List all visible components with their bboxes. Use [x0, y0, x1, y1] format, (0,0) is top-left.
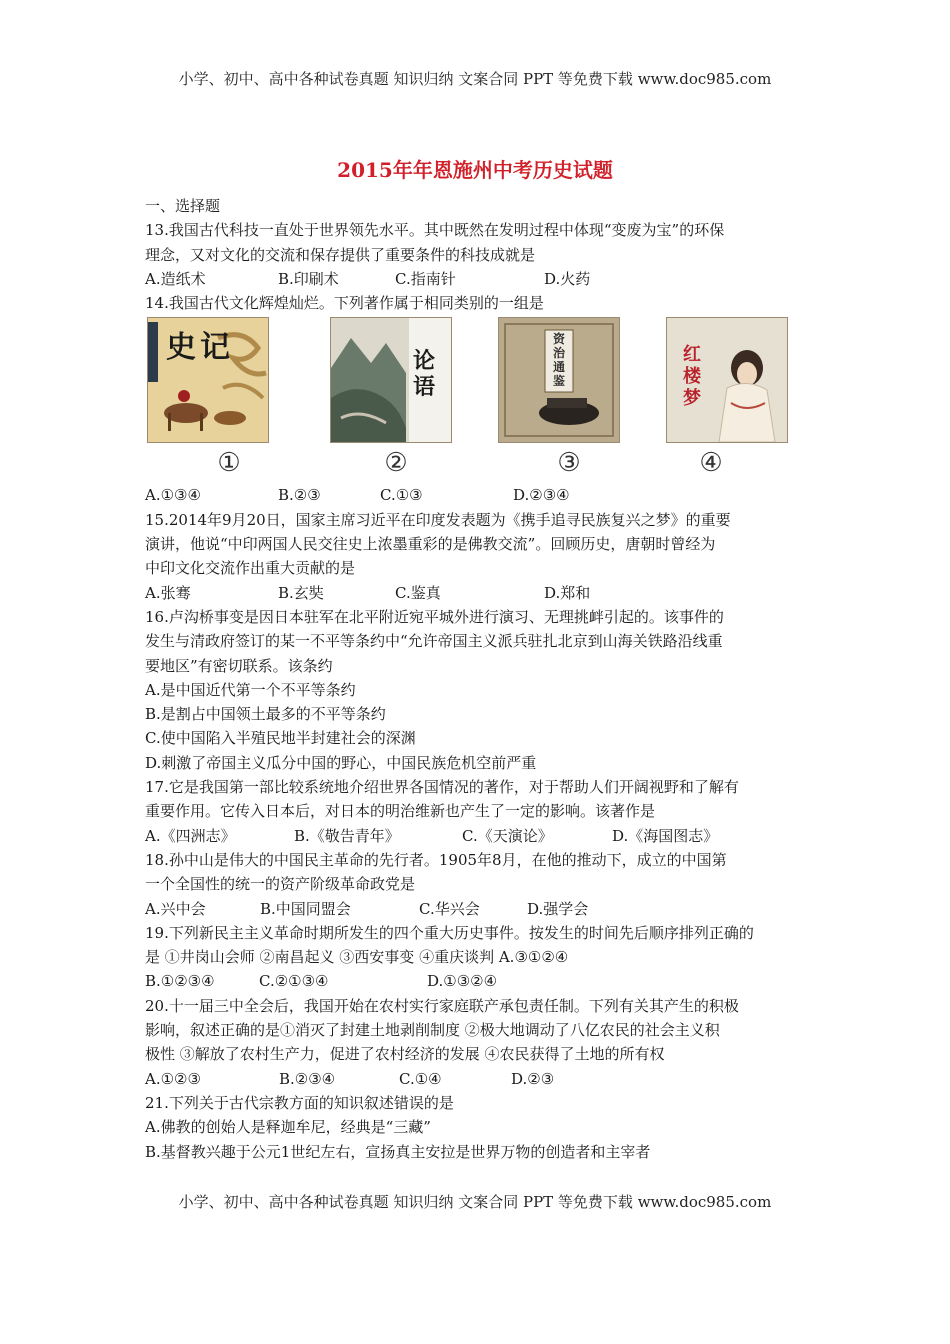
book-2-title: 论语 [413, 348, 436, 401]
q17-options [145, 824, 825, 848]
q15-line-1: 15.2014年9月20日，国家主席习近平在印度发表题为《携手追寻民族复兴之梦》的重要 [145, 510, 731, 529]
q18-option-d: D.强学会 [527, 899, 589, 918]
q14-option-a: A.①③④ [145, 486, 201, 505]
book-cover-1 [147, 317, 269, 443]
q20-options [145, 1067, 825, 1091]
q20-line-1: 20.十一届三中全会后，我国开始在农村实行家庭联产承包责任制。下列有关其产生的积极 [145, 996, 739, 1015]
book-number-1: ① [217, 448, 241, 479]
q14-option-b: B.②③ [278, 486, 321, 505]
q20-option-c: C.①④ [399, 1069, 442, 1088]
q19-option-b: B.①②③④ [145, 972, 215, 991]
q16-option-b: B.是割占中国领土最多的不平等条约 [145, 705, 386, 724]
q17-line-1: 17.它是我国第一部比较系统地介绍世界各国情况的著作，对于帮助人们开阔视野和了解有 [145, 778, 739, 797]
book-cover-2 [330, 317, 452, 443]
q17-option-a: A.《四洲志》 [145, 826, 236, 845]
q17-option-d: D.《海国图志》 [612, 826, 719, 845]
q13-option-d: D.火药 [544, 269, 591, 288]
q19-option-c: C.②①③④ [259, 972, 329, 991]
q13-line-1: 13.我国古代科技一直处于世界领先水平。其中既然在发明过程中体现“变废为宝”的环保 [145, 221, 725, 240]
book-cover-4 [666, 317, 788, 443]
q20-line-2: 影响，叙述正确的是①消灭了封建土地剥削制度 ②极大地调动了八亿农民的社会主义积 [145, 1021, 720, 1040]
q20-option-d: D.②③ [511, 1069, 555, 1088]
book-number-3: ③ [557, 448, 581, 479]
q19-line-1: 19.下列新民主主义革命时期所发生的四个重大历史事件。按发生的时间先后顺序排列正确的 [145, 923, 754, 942]
q15-options [145, 581, 825, 605]
q21-option-b: B.基督教兴趣于公元1世纪左右，宣扬真主安拉是世界万物的创造者和主宰者 [145, 1142, 651, 1161]
q19-option-d: D.①③②④ [427, 972, 498, 991]
book-cover-3 [498, 317, 620, 443]
q14-line-1: 14.我国古代文化辉煌灿烂。下列著作属于相同类别的一组是 [145, 294, 544, 313]
q14-option-d: D.②③④ [513, 486, 570, 505]
q15-option-d: D.郑和 [544, 583, 591, 602]
q13-line-2: 理念，又对文化的交流和保存提供了重要条件的科技成就是 [145, 245, 536, 264]
book-4-title: 红楼梦 [683, 344, 701, 410]
q17-option-c: C.《天演论》 [462, 826, 553, 845]
book-1-title: 史记 [166, 330, 234, 366]
q16-line-3: 要地区”有密切联系。该条约 [145, 656, 333, 675]
q21-option-a: A.佛教的创始人是释迦牟尼，经典是“三藏” [145, 1118, 431, 1137]
q18-option-a: A.兴中会 [145, 899, 206, 918]
book-number-4: ④ [699, 448, 723, 479]
q15-option-a: A.张骞 [145, 583, 191, 602]
page-footer: 小学、初中、高中各种试卷真题 知识归纳 文案合同 PPT 等免费下载 www.doc985.com [178, 1193, 772, 1211]
q19-line-2: 是 ①井岗山会师 ②南昌起义 ③西安事变 ④重庆谈判 A.③①②④ [145, 948, 569, 967]
q21-line-1: 21.下列关于古代宗教方面的知识叙述错误的是 [145, 1093, 454, 1112]
q16-option-a: A.是中国近代第一个不平等条约 [145, 680, 356, 699]
q15-option-c: C.鉴真 [395, 583, 441, 602]
q17-option-b: B.《敬告青年》 [294, 826, 400, 845]
page-header: 小学、初中、高中各种试卷真题 知识归纳 文案合同 PPT 等免费下载 www.doc985.com [178, 70, 772, 88]
q15-line-3: 中印文化交流作出重大贡献的是 [145, 559, 356, 578]
q16-option-d: D.刺激了帝国主义瓜分中国的野心，中国民族危机空前严重 [145, 753, 537, 772]
q20-line-3: 极性 ③解放了农村生产力，促进了农村经济的发展 ④农民获得了土地的所有权 [145, 1045, 665, 1064]
q18-line-1: 18.孙中山是伟大的中国民主革命的先行者。1905年8月，在他的推动下，成立的中国第 [145, 850, 727, 869]
section-heading: 一、选择题 [145, 197, 221, 215]
q13-options [145, 267, 825, 291]
q16-line-2: 发生与清政府签订的某一不平等条约中“允许帝国主义派兵驻扎北京到山海关铁路沿线重 [145, 632, 723, 651]
q13-option-a: A.造纸术 [145, 269, 206, 288]
exam-title: 2015年年恩施州中考历史试题 [337, 158, 613, 182]
q16-line-1: 16.卢沟桥事变是因日本驻军在北平附近宛平城外进行演习、无理挑衅引起的。该事件的 [145, 607, 724, 626]
q13-option-b: B.印刷术 [278, 269, 339, 288]
exam-content [145, 194, 825, 1164]
q14-option-c: C.①③ [380, 486, 423, 505]
q18-options [145, 897, 825, 921]
book-3-title: 资治通鉴 [552, 332, 565, 389]
q14-book-images [145, 317, 825, 479]
q13-option-c: C.指南针 [395, 269, 456, 288]
q18-line-2: 一个全国性的统一的资产阶级革命政党是 [145, 875, 416, 894]
q18-option-c: C.华兴会 [419, 899, 480, 918]
q20-option-a: A.①②③ [145, 1069, 201, 1088]
q16-option-c: C.使中国陷入半殖民地半封建社会的深渊 [145, 729, 416, 748]
q19-options [145, 969, 825, 993]
q18-option-b: B.中国同盟会 [260, 899, 351, 918]
q17-line-2: 重要作用。它传入日本后，对日本的明治维新也产生了一定的影响。该著作是 [145, 802, 656, 821]
q15-line-2: 演讲，他说“中印两国人民交往史上浓墨重彩的是佛教交流”。回顾历史，唐朝时曾经为 [145, 535, 716, 554]
q20-option-b: B.②③④ [279, 1069, 336, 1088]
book-number-2: ② [384, 448, 408, 479]
q14-options [145, 483, 825, 507]
q15-option-b: B.玄奘 [278, 583, 324, 602]
